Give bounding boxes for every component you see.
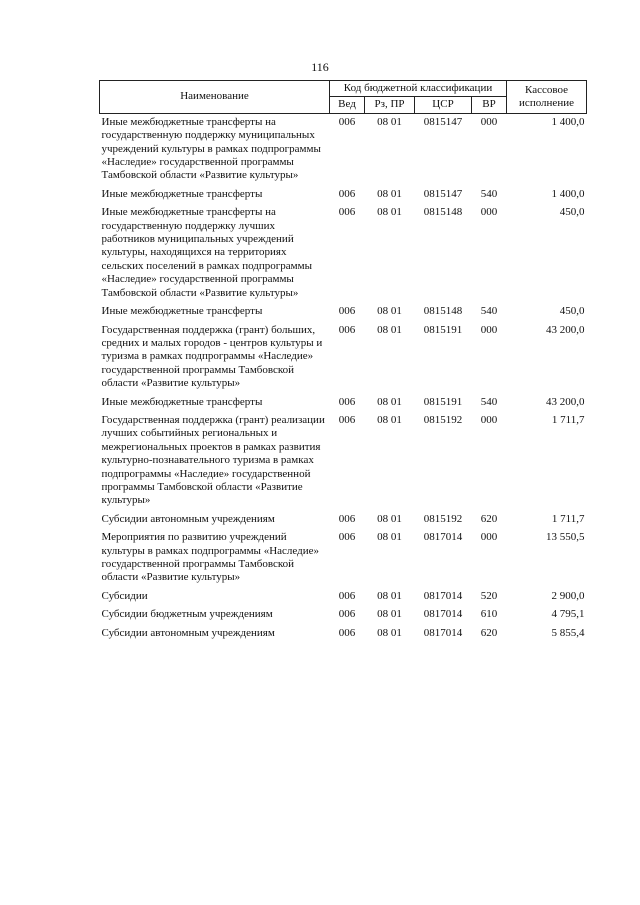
row-ved: 006 <box>338 589 356 602</box>
header-code-group: Код бюджетной классификации <box>330 81 507 97</box>
row-vr: 610 <box>480 608 498 621</box>
row-vr: 520 <box>480 589 498 602</box>
row-rz-pr: 08 01 <box>377 187 402 200</box>
table-row <box>100 113 587 186</box>
row-amount: 1 400,0 <box>551 187 585 200</box>
row-vr: 540 <box>480 187 498 200</box>
row-amount: 1 711,7 <box>551 512 585 525</box>
table-row <box>100 588 587 606</box>
row-vr: 540 <box>480 395 498 408</box>
row-amount: 13 550,5 <box>546 531 585 544</box>
table-row <box>100 511 587 529</box>
row-amount: 5 855,4 <box>551 626 585 639</box>
row-name: Государственная поддержка (грант) реализации лучших событийных региональных и межрегиональных проектов в рамках развития культурно-познавательного туризма в рамках подпрограммы «Наследие» государственной программы Тамбовской области «Развитие культуры» <box>101 413 325 507</box>
table-body <box>100 113 587 643</box>
row-amount: 450,0 <box>559 206 585 219</box>
table-row <box>100 412 587 511</box>
row-vr: 000 <box>480 531 498 544</box>
row-rz-pr: 08 01 <box>377 413 402 426</box>
row-vr: 620 <box>480 512 498 525</box>
row-csr: 0815192 <box>423 512 463 525</box>
table-header <box>100 81 587 114</box>
row-rz-pr: 08 01 <box>377 589 402 602</box>
row-name: Иные межбюджетные трансферты на государственную поддержку лучших работников муниципальных учреждений культуры, находящихся на территориях сельских поселений в рамках подпрограммы «Наследие» государственной программы Тамбовской области «Развитие культуры» <box>101 206 312 299</box>
row-amount: 2 900,0 <box>551 589 585 602</box>
row-ved: 006 <box>338 512 356 525</box>
budget-table <box>99 80 587 643</box>
row-csr: 0817014 <box>423 626 463 639</box>
row-csr: 0815191 <box>423 323 463 336</box>
header-vr: ВР <box>472 97 507 113</box>
row-rz-pr: 08 01 <box>377 115 402 128</box>
row-rz-pr: 08 01 <box>377 395 402 408</box>
row-ved: 006 <box>338 206 356 219</box>
row-name: Мероприятия по развитию учреждений культуры в рамках подпрограммы «Наследие» государственной программы Тамбовской области «Развитие культуры» <box>101 531 320 584</box>
row-rz-pr: 08 01 <box>377 531 402 544</box>
row-name: Субсидии автономным учреждениям <box>101 512 275 525</box>
row-amount: 1 711,7 <box>551 413 585 426</box>
row-ved: 006 <box>338 626 356 639</box>
table-row <box>100 606 587 624</box>
table-row <box>100 529 587 588</box>
row-rz-pr: 08 01 <box>377 608 402 621</box>
row-name: Иные межбюджетные трансферты <box>101 305 263 318</box>
row-name: Субсидии автономным учреждениям <box>101 626 275 639</box>
header-ved: Вед <box>330 97 365 113</box>
row-name: Иные межбюджетные трансферты <box>101 395 263 408</box>
row-amount: 1 400,0 <box>551 115 585 128</box>
row-name: Государственная поддержка (грант) больших, средних и малых городов - центров культуры и туризма в рамках подпрограммы «Наследие» государственной программы Тамбовской области «Развитие культуры» <box>101 323 323 390</box>
row-csr: 0815147 <box>423 115 463 128</box>
row-name: Субсидии <box>101 589 148 602</box>
row-vr: 000 <box>480 206 498 219</box>
row-name: Иные межбюджетные трансферты на государственную поддержку муниципальных учреждений культуры в рамках подпрограммы «Наследие» государственной программы Тамбовской области «Развитие культуры» <box>101 115 321 182</box>
row-csr: 0815192 <box>423 413 463 426</box>
table-row <box>100 204 587 303</box>
row-ved: 006 <box>338 187 356 200</box>
row-vr: 000 <box>480 323 498 336</box>
table-row <box>100 625 587 643</box>
header-amount: Кассовое исполнение <box>507 81 587 114</box>
row-amount: 43 200,0 <box>546 395 585 408</box>
table-row <box>100 394 587 412</box>
row-amount: 43 200,0 <box>546 323 585 336</box>
row-rz-pr: 08 01 <box>377 206 402 219</box>
row-csr: 0815147 <box>423 187 463 200</box>
table-row <box>100 186 587 204</box>
row-vr: 000 <box>480 413 498 426</box>
row-rz-pr: 08 01 <box>377 305 402 318</box>
row-csr: 0817014 <box>423 589 463 602</box>
header-name: Наименование <box>100 81 330 114</box>
row-ved: 006 <box>338 608 356 621</box>
page-number: 116 <box>311 60 329 74</box>
row-vr: 000 <box>480 115 498 128</box>
row-ved: 006 <box>338 531 356 544</box>
row-rz-pr: 08 01 <box>377 512 402 525</box>
row-csr: 0815148 <box>423 206 463 219</box>
row-rz-pr: 08 01 <box>377 626 402 639</box>
row-ved: 006 <box>338 323 356 336</box>
row-vr: 540 <box>480 305 498 318</box>
row-ved: 006 <box>338 413 356 426</box>
row-ved: 006 <box>338 305 356 318</box>
row-ved: 006 <box>338 115 356 128</box>
table-row <box>100 303 587 321</box>
row-csr: 0815148 <box>423 305 463 318</box>
row-name: Иные межбюджетные трансферты <box>101 187 263 200</box>
row-csr: 0815191 <box>423 395 463 408</box>
row-name: Субсидии бюджетным учреждениям <box>101 608 273 621</box>
row-csr: 0817014 <box>423 608 463 621</box>
row-amount: 4 795,1 <box>551 608 585 621</box>
header-rz-pr: Рз, ПР <box>365 97 415 113</box>
table-row <box>100 322 587 394</box>
row-rz-pr: 08 01 <box>377 323 402 336</box>
row-csr: 0817014 <box>423 531 463 544</box>
header-csr: ЦСР <box>415 97 472 113</box>
row-vr: 620 <box>480 626 498 639</box>
row-ved: 006 <box>338 395 356 408</box>
row-amount: 450,0 <box>559 305 585 318</box>
